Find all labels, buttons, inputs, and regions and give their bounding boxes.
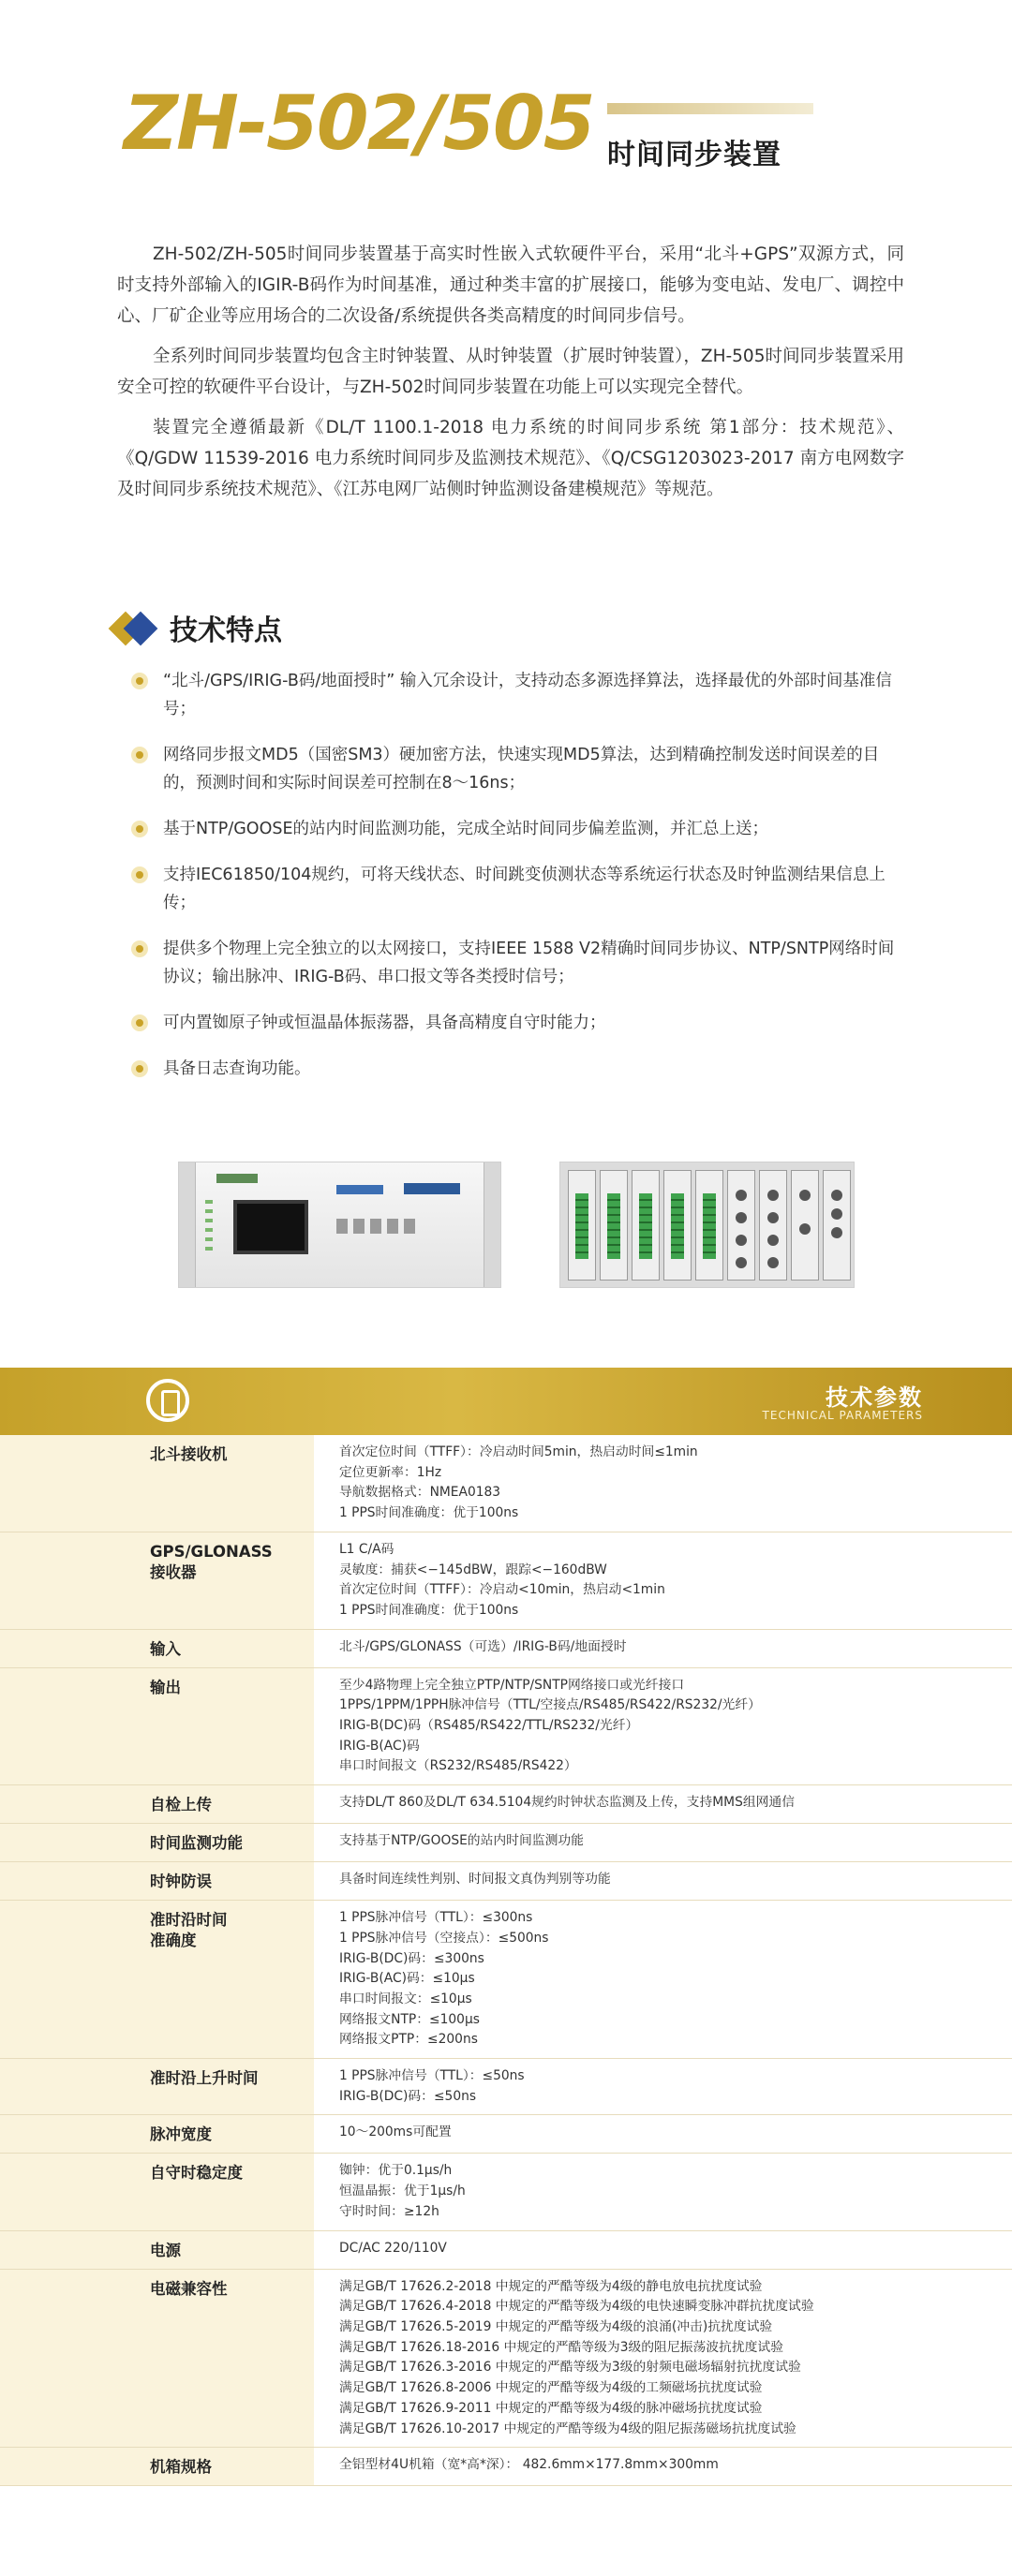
feature-text: 提供多个物理上完全独立的以太网接口，支持IEEE 1588 V2精确时间同步协议、NTP/SNTP网络时间协议；输出脉冲、IRIG-B码、串口报文等各类授时信号； bbox=[163, 940, 895, 986]
param-label bbox=[0, 1785, 314, 1824]
param-label-line: 准时沿时间 bbox=[150, 1911, 228, 1930]
param-value-line: 全铝型材4U机箱（宽*高*深）： 482.6mm×177.8mm×300mm bbox=[339, 2457, 719, 2473]
param-value-line: 恒温晶振：优于1μs/h bbox=[339, 2184, 466, 2199]
param-value-line: 1 PPS脉冲信号（空接点）：≤500ns bbox=[339, 1930, 549, 1946]
parameters-icon bbox=[146, 1379, 189, 1422]
param-value-line: 串口时间报文（RS232/RS485/RS422） bbox=[339, 1758, 577, 1774]
param-row bbox=[0, 1901, 1012, 2059]
intro-section bbox=[117, 239, 904, 514]
bullet-dot-icon bbox=[131, 1060, 148, 1077]
param-value bbox=[314, 1901, 1012, 2059]
param-label bbox=[0, 1667, 314, 1785]
param-value-line: 满足GB/T 17626.18-2016 中规定的严酷等级为3级的阻尼振荡波抗扰度试验 bbox=[339, 2339, 784, 2355]
param-value-line: 至少4路物理上完全独立PTP/NTP/SNTP网络接口或光纤接口 bbox=[339, 1677, 685, 1693]
param-value-line: 1 PPS脉冲信号（TTL）：≤300ns bbox=[339, 1910, 533, 1926]
features-title: 技术特点 bbox=[170, 614, 282, 647]
feature-text: 基于NTP/GOOSE的站内时间监测功能，完成全站时间同步偏差监测，并汇总上送； bbox=[163, 820, 769, 838]
feature-item bbox=[131, 1009, 909, 1037]
param-label-line: 时间监测功能 bbox=[150, 1834, 243, 1853]
param-value-line: 1 PPS时间准确度：优于100ns bbox=[339, 1505, 519, 1521]
param-label-line: 自检上传 bbox=[150, 1796, 212, 1814]
param-label bbox=[0, 2115, 314, 2154]
diamond-icon bbox=[108, 607, 160, 648]
param-value-line: 支持DL/T 860及DL/T 634.5104规约时钟状态监测及上传，支持MMS组网通信 bbox=[339, 1795, 796, 1811]
intro-paragraph: 全系列时间同步装置均包含主时钟装置、从时钟装置（扩展时钟装置），ZH-505时间同步装置采用安全可控的软硬件平台设计，与ZH-502时间同步装置在功能上可以实现完全替代。 bbox=[117, 347, 904, 397]
param-label bbox=[0, 1629, 314, 1667]
param-value-line: 满足GB/T 17626.5-2019 中规定的严酷等级为4级的浪涌(冲击)抗扰度试验 bbox=[339, 2318, 773, 2334]
page-header bbox=[0, 0, 1012, 197]
tech-params-banner bbox=[0, 1368, 1012, 1435]
param-value-line: 10～200ms可配置 bbox=[339, 2124, 452, 2140]
param-label-line: 输入 bbox=[150, 1639, 181, 1658]
param-value-line: DC/AC 220/110V bbox=[339, 2240, 447, 2256]
tech-params-title: 技术参数 bbox=[826, 1384, 923, 1411]
bullet-dot-icon bbox=[131, 747, 148, 763]
param-value-line: 支持基于NTP/GOOSE的站内时间监测功能 bbox=[339, 1833, 584, 1849]
param-label bbox=[0, 2059, 314, 2115]
param-value-line: 满足GB/T 17626.8-2006 中规定的严酷等级为4级的工频磁场抗扰度试验 bbox=[339, 2380, 763, 2396]
param-value-line: 定位更新率：1Hz bbox=[339, 1464, 442, 1480]
param-value-line: 首次定位时间（TTFF）：冷启动时间5min，热启动时间≤1min bbox=[339, 1444, 698, 1459]
product-subtitle: 时间同步装置 bbox=[607, 139, 781, 171]
param-row bbox=[0, 1785, 1012, 1824]
param-value bbox=[314, 1532, 1012, 1629]
lcd-screen bbox=[233, 1200, 308, 1254]
param-label-line: GPS/GLONASS bbox=[150, 1542, 273, 1561]
param-label-line: 机箱规格 bbox=[150, 2458, 212, 2477]
features-list bbox=[131, 667, 909, 1101]
param-value bbox=[314, 2115, 1012, 2154]
param-value-line: 网络报文PTP：≤200ns bbox=[339, 2032, 478, 2048]
product-rear-panel-image bbox=[559, 1162, 855, 1288]
param-value-line: 北斗/GPS/GLONASS（可选）/IRIG-B码/地面授时 bbox=[339, 1638, 627, 1654]
param-value-line: IRIG-B(DC)码（RS485/RS422/TTL/RS232/光纤） bbox=[339, 1718, 639, 1734]
param-label bbox=[0, 2269, 314, 2448]
param-value-line: 串口时间报文：≤10μs bbox=[339, 1991, 472, 2006]
param-label-line: 接收器 bbox=[150, 1562, 197, 1581]
feature-item bbox=[131, 1055, 909, 1083]
param-value-line: L1 C/A码 bbox=[339, 1541, 394, 1557]
param-value bbox=[314, 1862, 1012, 1901]
param-label bbox=[0, 1532, 314, 1629]
param-row bbox=[0, 2154, 1012, 2230]
param-row bbox=[0, 2115, 1012, 2154]
bullet-dot-icon bbox=[131, 673, 148, 689]
param-value-line: 导航数据格式：NMEA0183 bbox=[339, 1485, 501, 1501]
param-label bbox=[0, 2230, 314, 2269]
param-row bbox=[0, 2059, 1012, 2115]
param-label-line: 脉冲宽度 bbox=[150, 2125, 212, 2144]
param-row bbox=[0, 1824, 1012, 1862]
product-front-panel-image bbox=[178, 1162, 501, 1288]
feature-text: 可内置铷原子钟或恒温晶体振荡器，具备高精度自守时能力； bbox=[163, 1014, 606, 1032]
param-row bbox=[0, 1667, 1012, 1785]
param-value-line: 网络报文NTP：≤100μs bbox=[339, 2011, 480, 2027]
tech-params-subtitle: TECHNICAL PARAMETERS bbox=[762, 1409, 923, 1422]
param-value-line: 首次定位时间（TTFF）：冷启动<10min，热启动<1min bbox=[339, 1582, 665, 1598]
param-label-line: 准确度 bbox=[150, 1932, 197, 1950]
features-heading bbox=[108, 607, 282, 648]
param-value bbox=[314, 1667, 1012, 1785]
param-value-line: 铷钟：优于0.1μs/h bbox=[339, 2163, 453, 2179]
intro-paragraph: 装置完全遵循最新《DL/T 1100.1-2018 电力系统的时间同步系统 第1部分：技术规范》、《Q/GDW 11539-2016 电力系统时间同步及监测技术规范》、《Q/CSG1203023-2017 南方电网数字及时间同步系统技术规范》、《江苏电网厂站侧时钟监测设备建模规范》等规范。 bbox=[117, 418, 904, 499]
bullet-dot-icon bbox=[131, 821, 148, 837]
feature-item bbox=[131, 935, 909, 991]
param-value-line: IRIG-B(DC)码：≤50ns bbox=[339, 2088, 477, 2104]
feature-item bbox=[131, 667, 909, 723]
param-value-line: 1 PPS脉冲信号（TTL）：≤50ns bbox=[339, 2068, 525, 2084]
param-value bbox=[314, 2230, 1012, 2269]
feature-text: 具备日志查询功能。 bbox=[163, 1059, 311, 1078]
tech-params-table bbox=[0, 1435, 1012, 2486]
param-label bbox=[0, 1824, 314, 1862]
param-row bbox=[0, 1862, 1012, 1901]
param-label bbox=[0, 1862, 314, 1901]
bullet-dot-icon bbox=[131, 940, 148, 957]
param-row bbox=[0, 2269, 1012, 2448]
bullet-dot-icon bbox=[131, 1014, 148, 1031]
bullet-dot-icon bbox=[131, 866, 148, 883]
param-value bbox=[314, 2154, 1012, 2230]
param-value bbox=[314, 2269, 1012, 2448]
param-value-line: 满足GB/T 17626.2-2018 中规定的严酷等级为4级的静电放电抗扰度试验 bbox=[339, 2278, 763, 2294]
param-label bbox=[0, 1435, 314, 1532]
param-value-line: 满足GB/T 17626.9-2011 中规定的严酷等级为4级的脉冲磁场抗扰度试验 bbox=[339, 2400, 763, 2416]
param-value-line: 灵敏度：捕获<−145dBW，跟踪<−160dBW bbox=[339, 1562, 607, 1577]
param-value-line: IRIG-B(DC)码：≤300ns bbox=[339, 1950, 484, 1966]
param-value-line: 1 PPS时间准确度：优于100ns bbox=[339, 1602, 519, 1618]
param-value-line: IRIG-B(AC)码：≤10μs bbox=[339, 1971, 475, 1987]
param-value-line: 守时时间：≥12h bbox=[339, 2203, 439, 2219]
feature-item bbox=[131, 741, 909, 797]
feature-text: 网络同步报文MD5（国密SM3）硬加密方法，快速实现MD5算法，达到精确控制发送时间误差的目的，预测时间和实际时间误差可控制在8～16ns； bbox=[163, 746, 880, 792]
feature-item bbox=[131, 815, 909, 843]
param-value bbox=[314, 1435, 1012, 1532]
param-label-line: 时钟防误 bbox=[150, 1873, 212, 1891]
param-label-line: 北斗接收机 bbox=[150, 1445, 228, 1463]
param-value bbox=[314, 1824, 1012, 1862]
feature-text: 支持IEC61850/104规约，可将天线状态、时间跳变侦测状态等系统运行状态及时钟监测结果信息上传； bbox=[163, 866, 886, 912]
param-value-line: 满足GB/T 17626.4-2018 中规定的严酷等级为4级的电快速瞬变脉冲群抗扰度试验 bbox=[339, 2299, 814, 2315]
header-accent-bar bbox=[607, 103, 813, 114]
intro-paragraph: ZH-502/ZH-505时间同步装置基于高实时性嵌入式软硬件平台，采用“北斗+GPS”双源方式，同时支持外部输入的IGIR-B码作为时间基准，通过种类丰富的扩展接口，能够为变电站、发电厂、调控中心、厂矿企业等应用场合的二次设备/系统提供各类高精度的时间同步信号。 bbox=[117, 244, 904, 326]
param-label bbox=[0, 2154, 314, 2230]
param-value-line: IRIG-B(AC)码 bbox=[339, 1738, 420, 1754]
param-row bbox=[0, 1435, 1012, 1532]
param-value bbox=[314, 1629, 1012, 1667]
param-value-line: 满足GB/T 17626.10-2017 中规定的严酷等级为4级的阻尼振荡磁场抗扰度试验 bbox=[339, 2421, 796, 2436]
param-label bbox=[0, 1901, 314, 2059]
product-model-title: ZH-502/505 bbox=[124, 80, 594, 167]
param-row bbox=[0, 1532, 1012, 1629]
param-label-line: 自守时稳定度 bbox=[150, 2164, 243, 2183]
param-row bbox=[0, 2448, 1012, 2486]
param-label-line: 准时沿上升时间 bbox=[150, 2069, 259, 2088]
param-value-line: 具备时间连续性判别、时间报文真伪判别等功能 bbox=[339, 1872, 611, 1888]
param-value bbox=[314, 2448, 1012, 2486]
param-row bbox=[0, 2230, 1012, 2269]
param-value bbox=[314, 2059, 1012, 2115]
param-row bbox=[0, 1629, 1012, 1667]
feature-item bbox=[131, 861, 909, 917]
param-value-line: 满足GB/T 17626.3-2016 中规定的严酷等级为3级的射频电磁场辐射抗扰度试验 bbox=[339, 2360, 801, 2376]
param-value bbox=[314, 1785, 1012, 1824]
feature-text: “北斗/GPS/IRIG-B码/地面授时” 输入冗余设计，支持动态多源选择算法，选择最优的外部时间基准信号； bbox=[163, 672, 892, 718]
param-label bbox=[0, 2448, 314, 2486]
param-value-line: 1PPS/1PPM/1PPH脉冲信号（TTL/空接点/RS485/RS422/RS232/光纤） bbox=[339, 1697, 761, 1713]
param-label-line: 电源 bbox=[150, 2241, 181, 2259]
param-label-line: 电磁兼容性 bbox=[150, 2279, 228, 2298]
param-label-line: 输出 bbox=[150, 1678, 181, 1696]
